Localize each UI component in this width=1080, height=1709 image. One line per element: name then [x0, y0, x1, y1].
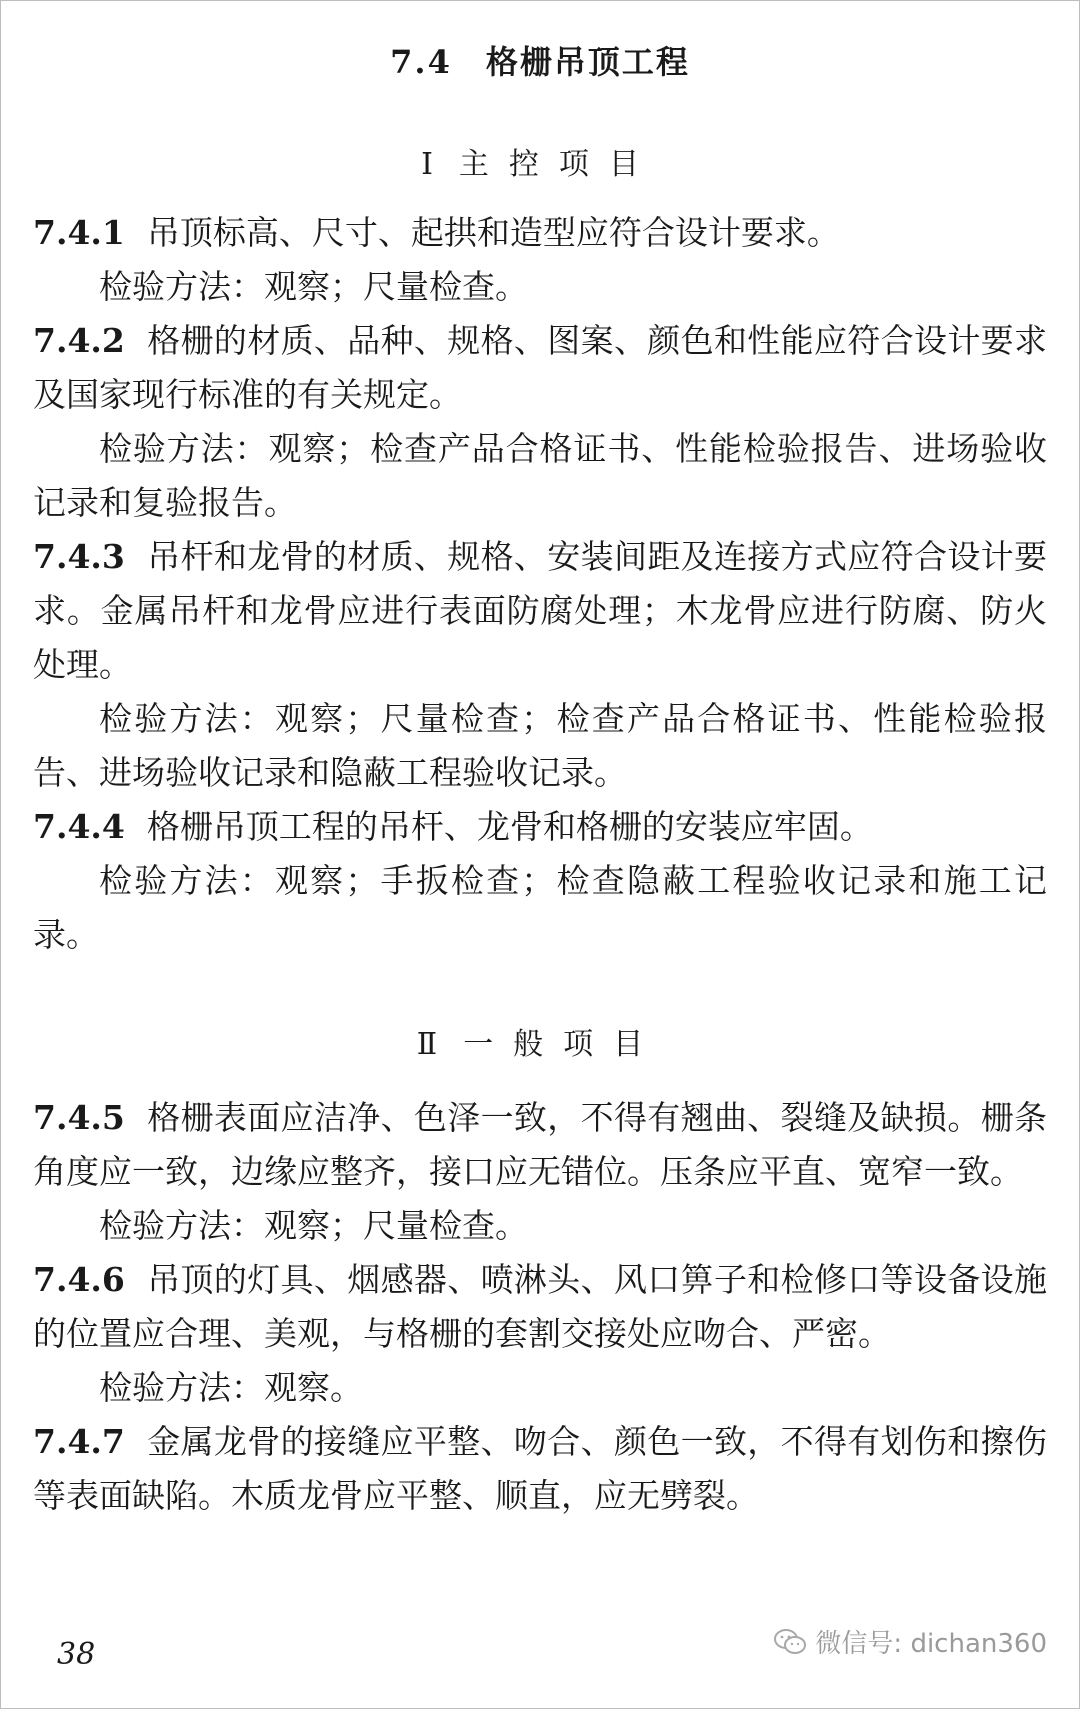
- clause-number: 7.4.2: [33, 321, 125, 360]
- clause-number: 7.4.5: [33, 1098, 125, 1137]
- subsection-title: 一般项目: [463, 1027, 664, 1062]
- clause-number: 7.4.4: [33, 807, 125, 846]
- clause-7-4-4: [33, 800, 1047, 854]
- clause-7-4-5: [33, 1091, 1047, 1199]
- section-title: [1, 37, 1079, 83]
- section-number: 7.4: [390, 43, 452, 81]
- clause-number: 7.4.7: [33, 1422, 125, 1461]
- clause-number: 7.4.6: [33, 1260, 125, 1299]
- subsection-heading-general: [1, 1019, 1079, 1063]
- clause-text: 吊顶标高、尺寸、起拱和造型应符合设计要求。: [146, 213, 840, 252]
- wechat-watermark: [773, 1623, 1047, 1660]
- clause-7-4-6: [33, 1253, 1047, 1361]
- clauses-block-main: [33, 206, 1047, 962]
- clause-number: 7.4.1: [33, 213, 125, 252]
- section-title-text: 格栅吊顶工程: [485, 43, 690, 81]
- clause-text: 吊顶的灯具、烟感器、喷淋头、风口箅子和检修口等设备设施的位置应合理、美观，与格栅的套割交接处应吻合、严密。: [33, 1260, 1047, 1353]
- clause-7-4-1: [33, 206, 1047, 260]
- watermark-text: 微信号: dichan360: [815, 1629, 1047, 1659]
- clause-text: 吊杆和龙骨的材质、规格、安装间距及连接方式应符合设计要求。金属吊杆和龙骨应进行表面防腐处理；木龙骨应进行防腐、防火处理。: [33, 537, 1047, 684]
- clause-number: 7.4.3: [33, 537, 125, 576]
- inspection-method: 检验方法：观察；尺量检查。: [99, 1206, 528, 1245]
- clause-7-4-3: [33, 530, 1047, 692]
- subsection-roman: Ⅰ: [421, 147, 433, 182]
- clause-7-4-7: [33, 1415, 1047, 1523]
- inspection-method: 检验方法：观察。: [99, 1368, 363, 1407]
- clause-text: 格栅的材质、品种、规格、图案、颜色和性能应符合设计要求及国家现行标准的有关规定。: [33, 321, 1047, 414]
- clauses-block-general: [33, 1091, 1047, 1523]
- inspection-method: 检验方法：观察；尺量检查。: [99, 267, 528, 306]
- clause-text: 格栅表面应洁净、色泽一致，不得有翘曲、裂缝及缺损。栅条角度应一致，边缘应整齐，接口应无错位。压条应平直、宽窄一致。: [33, 1098, 1047, 1191]
- subsection-roman: Ⅱ: [416, 1027, 438, 1062]
- inspection-method: 检验方法：观察；尺量检查；检查产品合格证书、性能检验报告、进场验收记录和隐蔽工程验收记录。: [33, 699, 1047, 792]
- subsection-title: 主控项目: [458, 147, 659, 182]
- clause-text: 金属龙骨的接缝应平整、吻合、颜色一致，不得有划伤和擦伤等表面缺陷。木质龙骨应平整、顺直，应无劈裂。: [33, 1422, 1047, 1515]
- inspection-method: 检验方法：观察；检查产品合格证书、性能检验报告、进场验收记录和复验报告。: [33, 429, 1047, 522]
- inspection-method: 检验方法：观察；手扳检查；检查隐蔽工程验收记录和施工记录。: [33, 861, 1047, 954]
- clause-text: 格栅吊顶工程的吊杆、龙骨和格栅的安装应牢固。: [146, 807, 873, 846]
- subsection-heading-main-control: [1, 139, 1079, 183]
- page-number: 38: [57, 1637, 96, 1672]
- wechat-icon: [773, 1628, 807, 1656]
- clause-7-4-2: [33, 314, 1047, 422]
